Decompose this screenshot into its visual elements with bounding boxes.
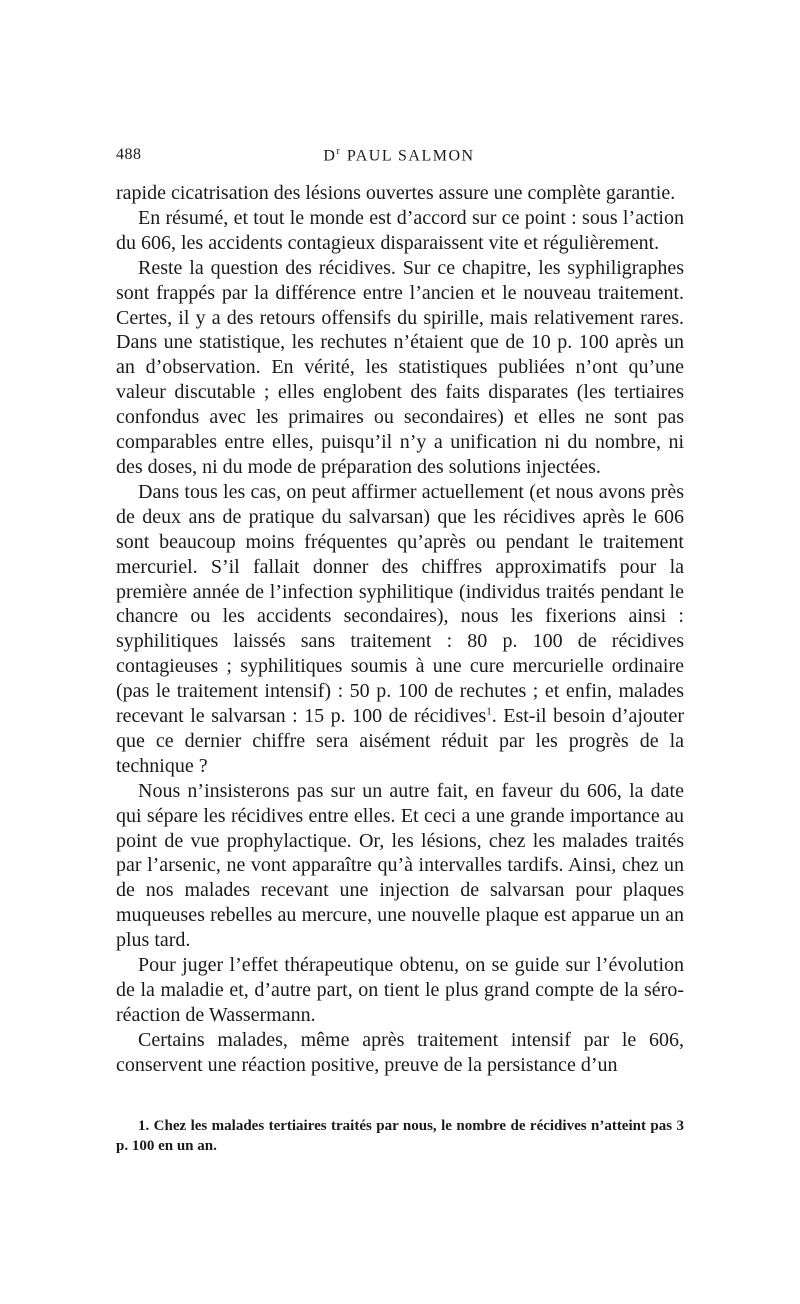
- author-suffix: r: [336, 146, 342, 157]
- running-head: [116, 146, 682, 170]
- paragraph-text-tail: . Est-il besoin d’ajouter que ce dernier chiffre sera aisément réduit par les progrès de la technique ?: [116, 705, 685, 777]
- paragraph: Reste la question des récidives. Sur ce chapitre, les syphiligraphes sont frappés par la différence entre l’ancien et le nouveau traitement. Certes, il y a des retours offensifs du spirille, mais relativement rares. Dans une statistique, les rechutes n’étaient que de 10 p. 100 après un an d’observation. En vérité, les statistiques publiées n’ont qu’une valeur discutable ; elles englobent des faits disparates (les tertiaires confondus avec les primaires ou secondaires) et elles ne sont pas comparables entre elles, puisqu’il n’y a unification ni du nombre, ni des doses, ni du mode de préparation des solutions injectées.: [116, 256, 684, 478]
- page-number: 488: [116, 146, 142, 163]
- paragraph-text: Dans tous les cas, on peut affirmer actuellement (et nous avons près de deux ans de pratique du salvarsan) que les récidives après le 606 sont beaucoup moins fréquentes qu’après ou pendant le traitement mercuriel. S’il fallait donner des chiffres approximatifs pour la première année de l’infection syphilitique (individus traités pendant le chancre ou les accidents secondaires), nous les fixerions ainsi : syphilitiques laissés sans traitement : 80 p. 100 de récidives contagieuses ; syphilitiques soumis à une cure mercurielle ordinaire (pas le traitement intensif) : 50 p. 100 de rechutes ; et enfin, malades recevant le salvarsan : 15 p. 100 de récidives: [116, 480, 684, 728]
- paragraph: Nous n’insisterons pas sur un autre fait, en faveur du 606, la date qui sépare les récidives entre elles. Et ceci a une grande importance au point de vue prophylactique. Or, les lésions, chez les malades traités par l’arsenic, ne vont apparaître qu’à intervalles tardifs. Ainsi, chez un de nos malades recevant une injection de salvarsan pour plaques muqueuses rebelles au mercure, une nouvelle plaque est apparue un an plus tard.: [116, 779, 684, 952]
- author-name: PAUL SALMON: [341, 147, 475, 165]
- paragraph-with-footnote: [116, 480, 684, 779]
- paragraph-continued: rapide cicatrisation des lésions ouvertes assure une complète garantie.: [116, 182, 676, 204]
- footnote-reference: 1: [486, 705, 492, 718]
- body-text: [116, 181, 684, 1078]
- paragraph: Certains malades, même après traitement intensif par le 606, conservent une réaction positive, preuve de la persistance d’un: [116, 1028, 684, 1076]
- paragraph: Pour juger l’effet thérapeutique obtenu, on se guide sur l’évolution de la maladie et, d’autre part, on tient le plus grand compte de la séro-réaction de Wassermann.: [116, 954, 684, 1026]
- footnote-text: 1. Chez les malades tertiaires traités par nous, le nombre de récidives n’atteint pas 3 p. 100 en un an.: [116, 1118, 684, 1154]
- footnote: [116, 1116, 684, 1156]
- author-prefix: D: [323, 147, 337, 165]
- paragraph: En résumé, et tout le monde est d’accord sur ce point : sous l’action du 606, les accidents contagieux disparaissent vite et régulièrement.: [116, 206, 684, 254]
- running-title: [116, 146, 682, 165]
